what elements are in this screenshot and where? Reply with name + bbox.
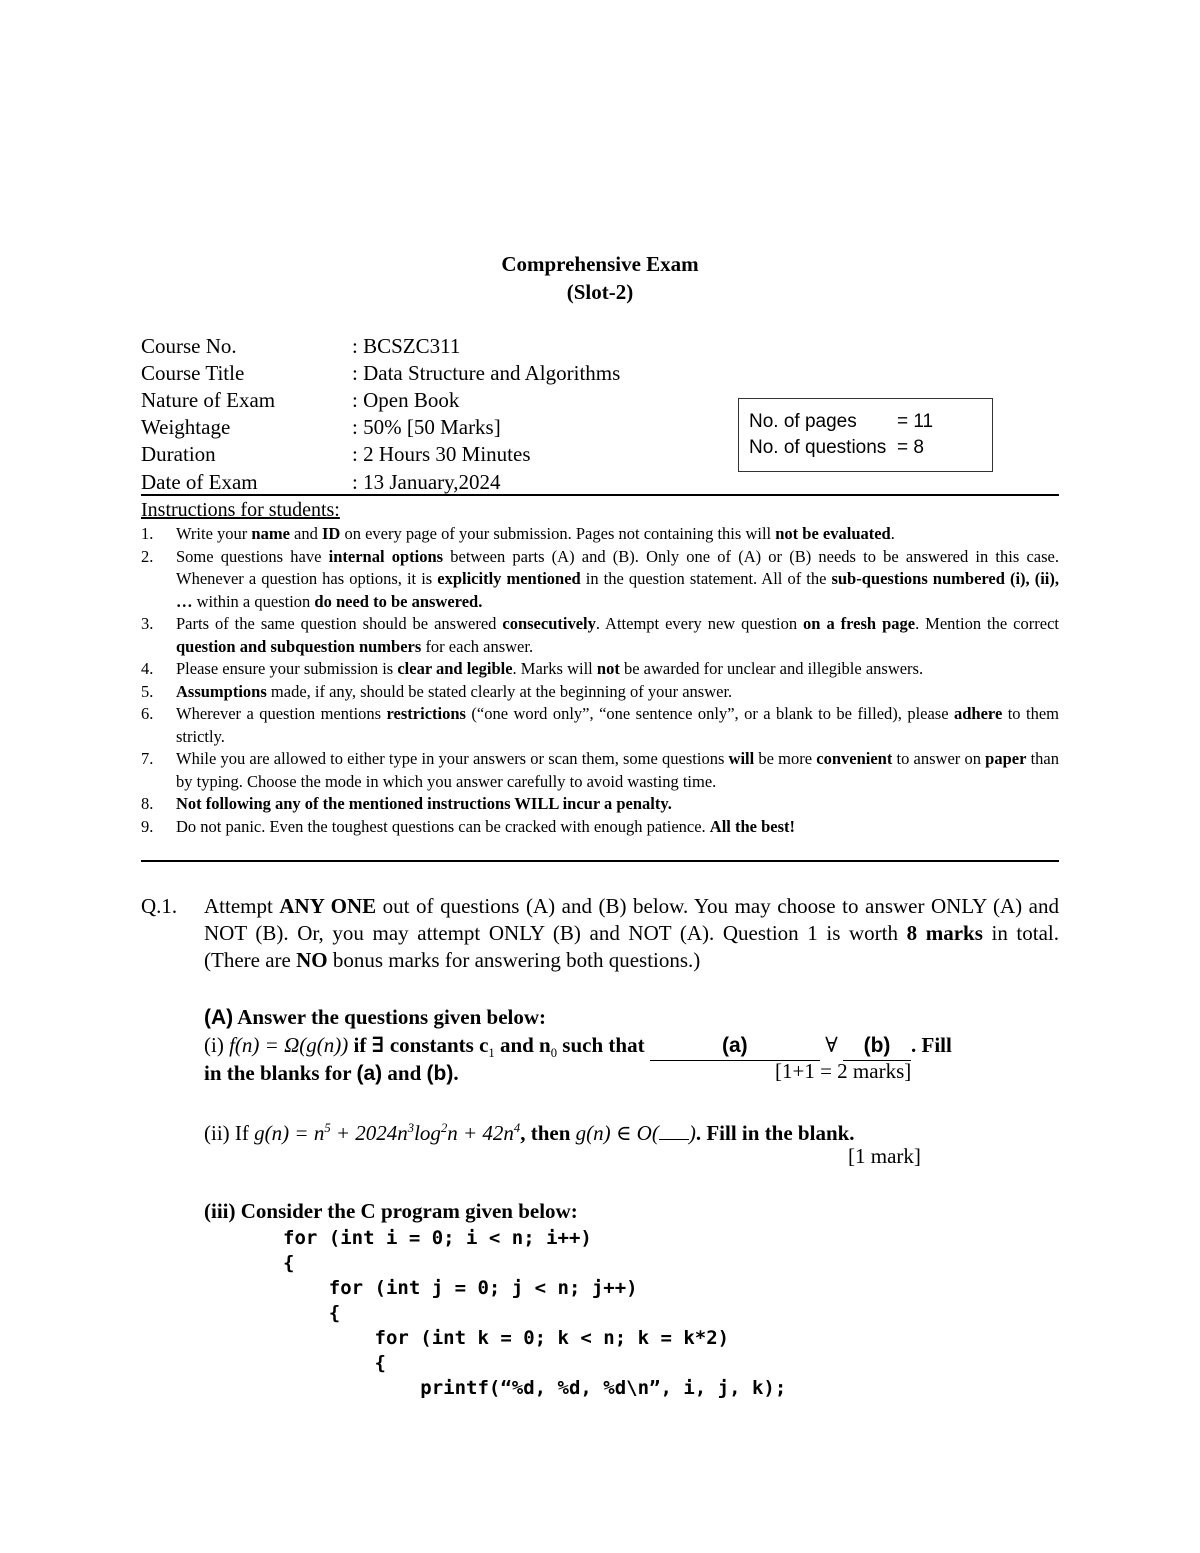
pages-info-box (738, 398, 993, 472)
instruction-number: 6. (141, 704, 154, 723)
code-line: { (283, 1352, 386, 1374)
question-1 (141, 893, 1059, 974)
instruction-item: 4. Please ensure your submission is clear and legible. Marks will not be awarded for unclear and illegible answers. (141, 658, 1059, 681)
instruction-number: 2. (141, 546, 154, 566)
subquestion-i-marks: [1+1 = 2 marks] (775, 1059, 912, 1083)
instruction-number: 3. (141, 614, 154, 633)
weightage-label: Weightage (141, 415, 231, 439)
instructions-list (141, 523, 1059, 838)
question-number: Q.1. (141, 894, 178, 918)
subquestion-ii-marks: [1 mark] (848, 1144, 921, 1168)
code-line: printf(“%d, %d, %d\n”, i, j, k); (283, 1377, 787, 1399)
weightage-value: : 50% [50 Marks] (352, 415, 501, 439)
question-text: Attempt ANY ONE out of questions (A) and (B) below. You may choose to answer ONLY (A) and NOT (B). Or, you may attempt ONLY (B) and NOT (A). Question 1 is worth 8 marks in total. (There are NO bonus marks for answering both questions.) (204, 894, 1060, 972)
code-line: for (int j = 0; j < n; j++) (283, 1277, 638, 1299)
questions-value: = 8 (897, 437, 924, 458)
code-line: { (283, 1302, 341, 1324)
exam-title: Comprehensive Exam (501, 252, 699, 276)
subquestion-ii: (ii) If $g(n) = n^5 + 2024n^3\log^2n + 42n^4$, then g(n) ∈ O( ). Fill in the blank. (204, 1121, 855, 1145)
instruction-number: 1. (141, 524, 154, 543)
divider-bottom (141, 860, 1059, 862)
code-line: for (int i = 0; i < n; i++) (283, 1227, 592, 1249)
subquestion-i: (i) f(n) = Ω(g(n)) if ∃ constants $c_1$ and $n_0$ such that (a) ∀ (b) . Fill (204, 1033, 952, 1061)
date-value: : 13 January,2024 (352, 470, 501, 494)
subquestion-i-line2: in the blanks for (a) and (b). (204, 1061, 459, 1085)
instruction-item: 5. Assumptions made, if any, should be stated clearly at the beginning of your answer. (141, 681, 1059, 704)
duration-value: : 2 Hours 30 Minutes (352, 442, 531, 466)
code-line: for (int k = 0; k < n; k = k*2) (283, 1327, 730, 1349)
instruction-number: 5. (141, 681, 154, 701)
instruction-number: 4. (141, 659, 154, 678)
date-label: Date of Exam (141, 470, 258, 494)
nature-value: : Open Book (352, 388, 460, 412)
instruction-number: 7. (141, 749, 154, 768)
instruction-item: 9. Do not panic. Even the toughest questions can be cracked with enough patience. All the best! (141, 816, 1059, 839)
instruction-item: 3. Parts of the same question should be answered consecutively. Attempt every new question on a fresh page. Mention the correct question and subquestion numbers for each answer. (141, 614, 1059, 656)
course-title-value: : Data Structure and Algorithms (352, 361, 621, 385)
instruction-item: 7. While you are allowed to either type in your answers or scan them, some questions will be more convenient to answer on paper than by typing. Choose the mode in which you answer carefully to avoid wasting time. (141, 749, 1059, 791)
instruction-number: 9. (141, 816, 154, 836)
nature-label: Nature of Exam (141, 388, 276, 412)
part-a-heading: (A) Answer the questions given below: (204, 1005, 547, 1029)
blank-a: (a) (650, 1032, 820, 1061)
code-line: { (283, 1252, 295, 1274)
blank-b: (b) (843, 1032, 911, 1061)
part-a-label: (A) (204, 1006, 234, 1029)
instructions-heading: Instructions for students: (141, 499, 340, 521)
duration-label: Duration (141, 442, 216, 466)
instruction-item: 6. Wherever a question mentions restrictions (“one word only”, “one sentence only”, or a blank to be filled), please adhere to them strictly. (141, 704, 1059, 746)
subquestion-iii-heading: (iii) Consider the C program given below: (204, 1199, 578, 1223)
course-title-label: Course Title (141, 361, 245, 385)
pages-value: = 11 (897, 411, 934, 432)
instruction-item: 8. Not following any of the mentioned instructions WILL incur a penalty. (141, 793, 1059, 816)
divider-top (141, 494, 1059, 496)
instruction-number: 8. (141, 794, 154, 813)
omega-expression: f(n) = Ω(g(n)) (229, 1033, 349, 1057)
questions-label: No. of questions (749, 437, 887, 458)
instruction-item: 1. Write your name and ID on every page of your submission. Pages not containing this will not be evaluated. (141, 523, 1059, 546)
blank-ii (659, 1139, 689, 1140)
exam-slot: (Slot-2) (566, 280, 634, 304)
course-no-label: Course No. (141, 334, 237, 358)
course-no-value: : BCSZC311 (352, 334, 461, 358)
instruction-item: 2. Some questions have internal options between parts (A) and (B). Only one of (A) or (B) needs to be answered in this case. Whenever a question has options, it is explicitly mentioned in the question statement. All of the sub-questions numbered (i), (ii), … within a question do need to be answered. (141, 546, 1059, 611)
pages-label: No. of pages (749, 411, 857, 432)
